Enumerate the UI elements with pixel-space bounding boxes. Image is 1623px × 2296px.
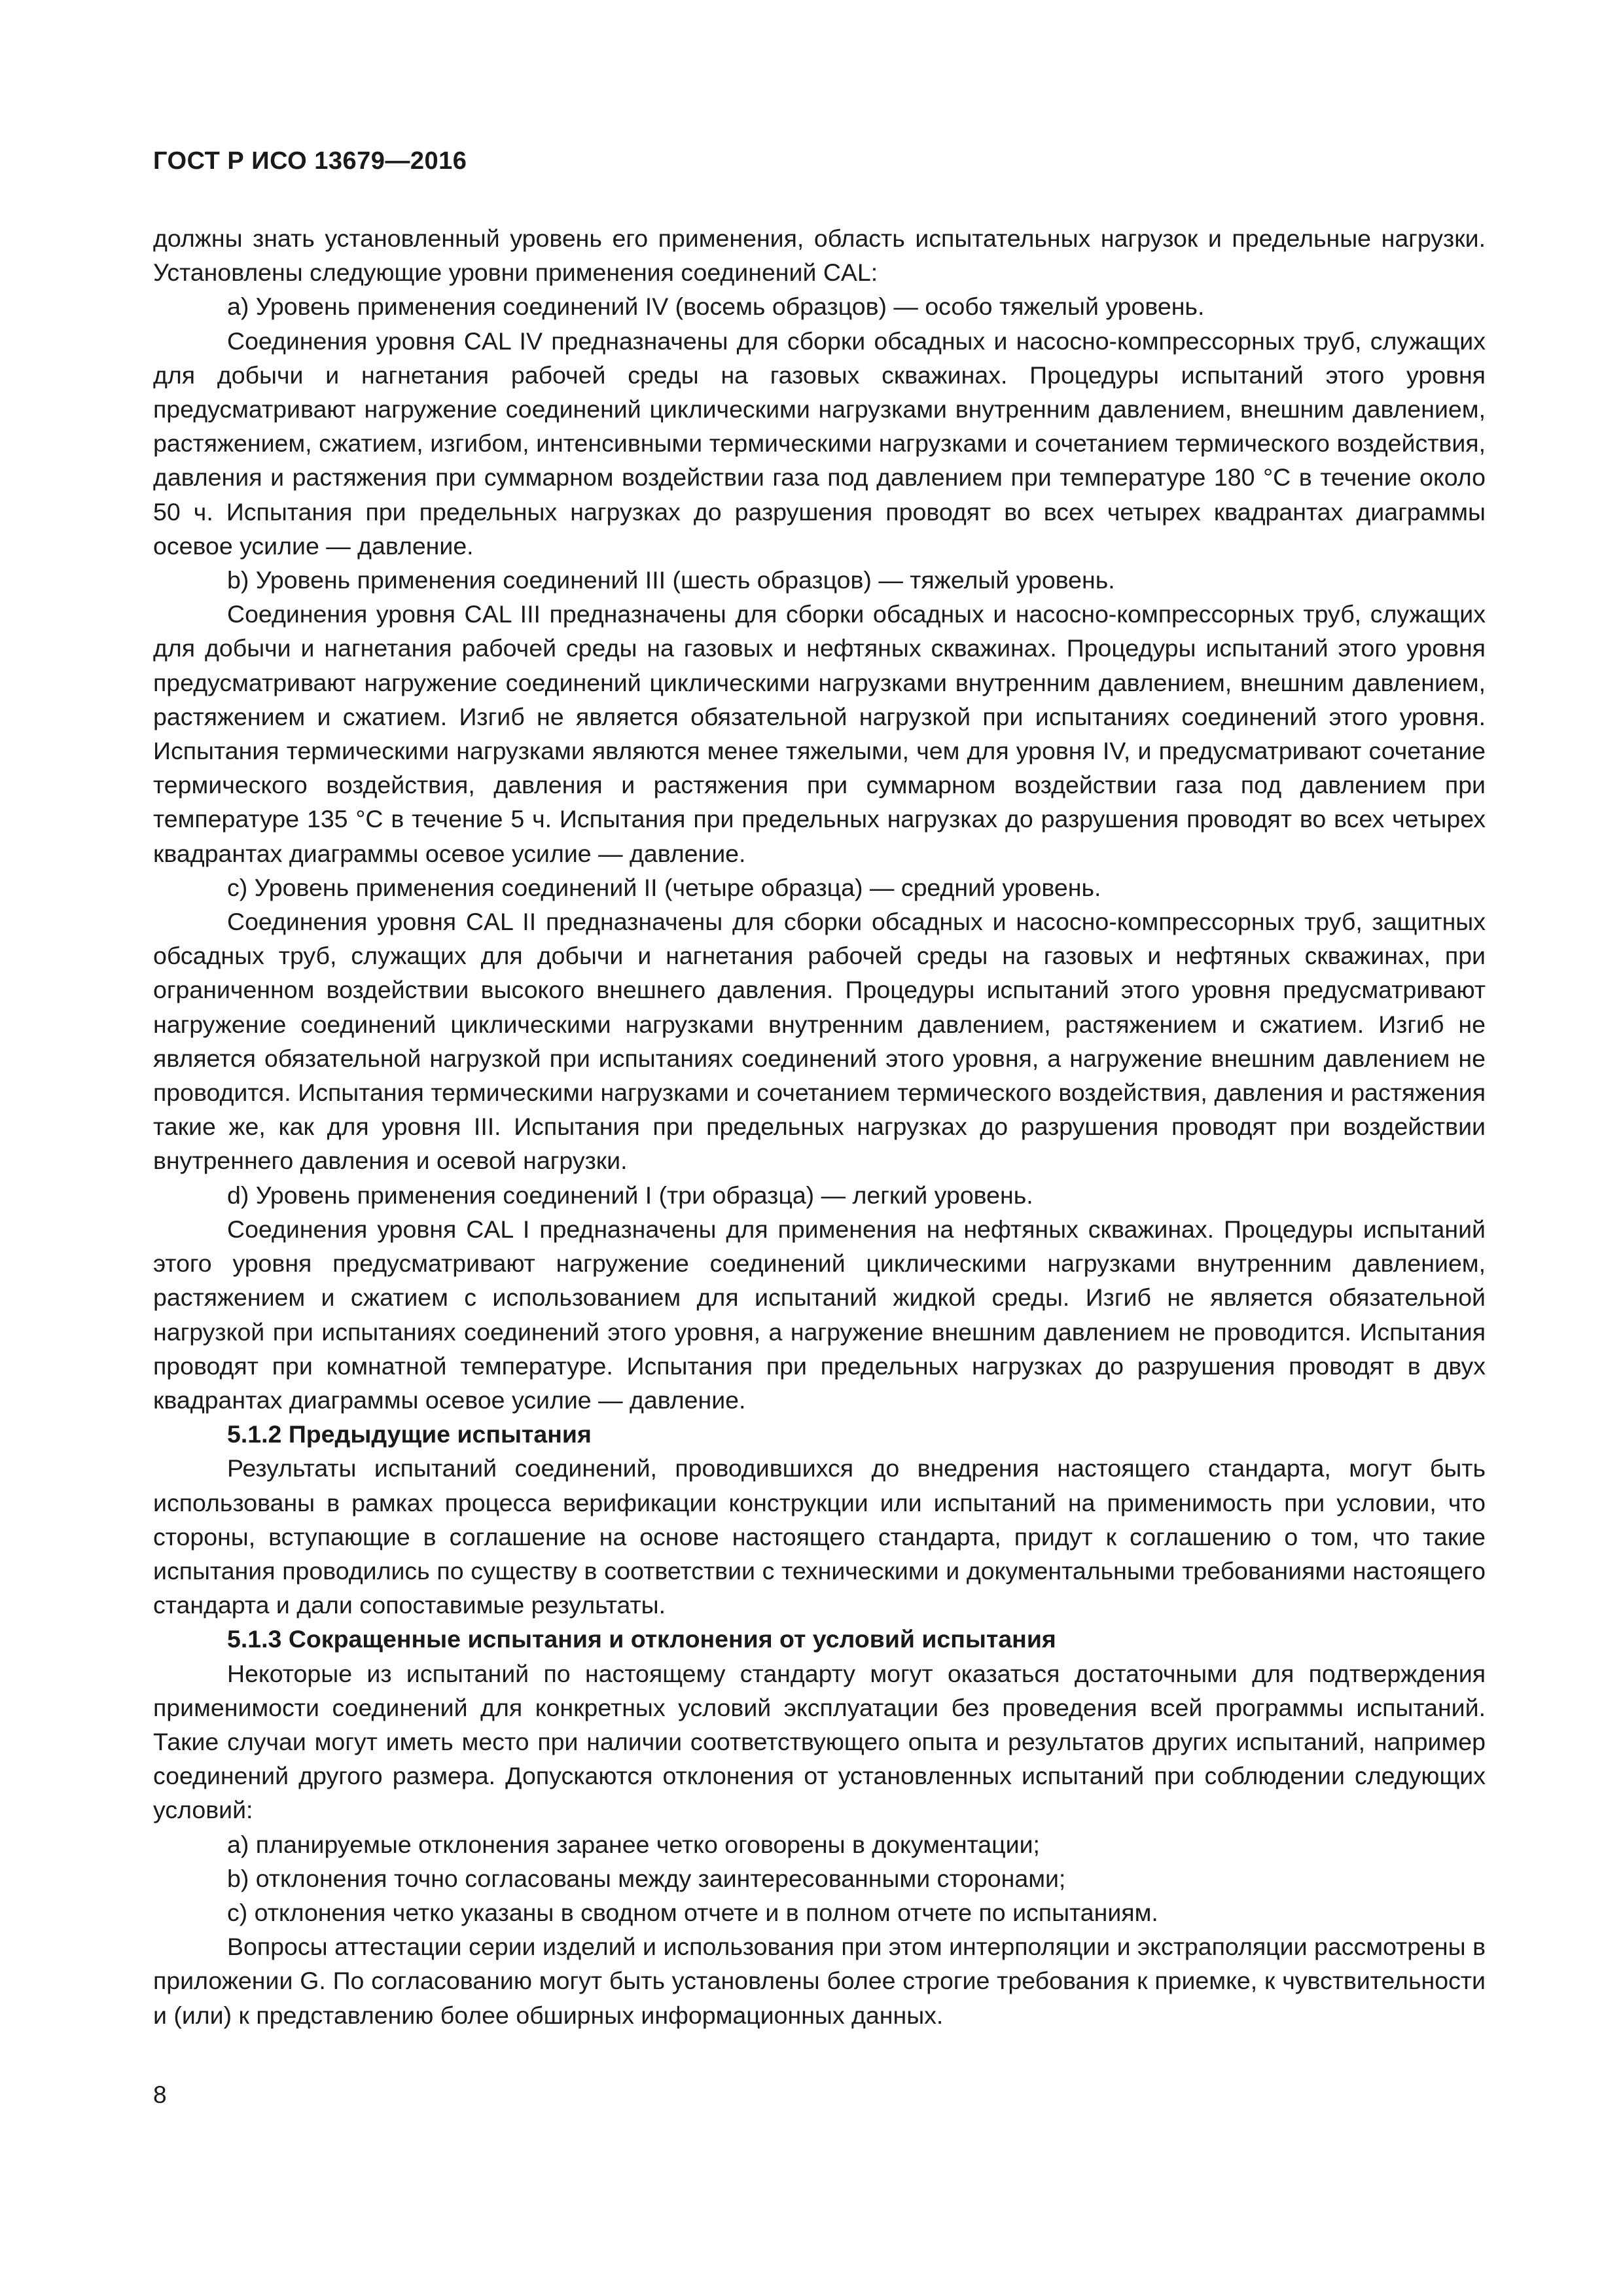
list-item: а) Уровень применения соединений IV (восемь образцов) — особо тяжелый уровень. [227, 293, 1205, 321]
section-heading: 5.1.3 Сокращенные испытания и отклонения от условий испытания [227, 1625, 1056, 1653]
list-item: с) Уровень применения соединений II (четыре образца) — средний уровень. [227, 873, 1101, 901]
paragraph: Соединения уровня CAL I предназначены для применения на нефтяных скважинах. Процедуры испытаний этого уровня предусматривают нагружение соединений циклическими нагрузками внутренним давлением, растяжением и сжатием с использованием для испытаний жидкой среды. Изгиб не является обязательной нагрузкой при испытаниях соединений этого уровня, а нагружение внешним давлением не проводится. Испытания проводят при комнатной температуре. Испытания при предельных нагрузках до разрушения проводят в двух квадрантах диаграммы осевое усилие — давление. [153, 1215, 1486, 1414]
section-heading: 5.1.2 Предыдущие испытания [227, 1420, 592, 1448]
list-item: b) Уровень применения соединений III (шесть образцов) — тяжелый уровень. [227, 566, 1115, 594]
paragraph: Соединения уровня CAL IV предназначены для сборки обсадных и насосно-компрессорных труб, служащих для добычи и нагнетания рабочей среды на газовых скважинах. Процедуры испытаний этого уровня предусматривают нагружение соединений циклическими нагрузками внутренним давлением, внешним давлением, растяжением, сжатием, изгибом, интенсивными термическими нагрузками и сочетанием термического воздействия, давления и растяжения при суммарном воздействии газа под давлением при температуре 180 °С в течение около 50 ч. Испытания при предельных нагрузках до разрушения проводят во всех четырех квадрантах диаграммы осевое усилие — давление. [153, 327, 1486, 560]
list-item: с) отклонения четко указаны в сводном отчете и в полном отчете по испытаниям. [227, 1898, 1158, 1926]
document-body [153, 221, 1486, 2032]
list-item: b) отклонения точно согласованы между заинтересованными сторонами; [227, 1864, 1066, 1892]
paragraph: Соединения уровня CAL III предназначены для сборки обсадных и насосно-компрессорных труб, служащих для добычи и нагнетания рабочей среды на газовых и нефтяных скважинах. Процедуры испытаний этого уровня предусматривают нагружение соединений циклическими нагрузками внутренним давлением, внешним давлением, растяжением и сжатием. Изгиб не является обязательной нагрузкой при испытаниях соединений этого уровня. Испытания термическими нагрузками являются менее тяжелыми, чем для уровня IV, и предусматривают сочетание термического воздействия, давления и растяжения при суммарном воздействии газа под давлением при температуре 135 °С в течение 5 ч. Испытания при предельных нагрузках до разрушения проводят во всех четырех квадрантах диаграммы осевое усилие — давление. [153, 600, 1486, 867]
paragraph: Некоторые из испытаний по настоящему стандарту могут оказаться достаточными для подтверждения применимости соединений для конкретных условий эксплуатации без проведения всей программы испытаний. Такие случаи могут иметь место при наличии соответствующего опыта и результатов других испытаний, например соединений другого размера. Допускаются отклонения от установленных испытаний при соблюдении следующих условий: [153, 1659, 1486, 1824]
list-item: а) планируемые отклонения заранее четко оговорены в документации; [227, 1830, 1040, 1858]
paragraph: Соединения уровня CAL II предназначены для сборки обсадных и насосно-компрессорных труб, защитных обсадных труб, служащих для добычи и нагнетания рабочей среды на газовых и нефтяных скважинах, при ограниченном воздействии высокого внешнего давления. Процедуры испытаний этого уровня предусматривают нагружение соединений циклическими нагрузками внутренним давлением, растяжением и сжатием. Изгиб не является обязательной нагрузкой при испытаниях соединений этого уровня, а нагружение внешним давлением не проводится. Испытания термическими нагрузками и сочетанием термического воздействия, давления и растяжения такие же, как для уровня III. Испытания при предельных нагрузках до разрушения проводят при воздействии внутреннего давления и осевой нагрузки. [153, 908, 1486, 1175]
list-item: d) Уровень применения соединений I (три образца) — легкий уровень. [227, 1181, 1033, 1209]
paragraph: Вопросы аттестации серии изделий и использования при этом интерполяции и экстраполяции рассмотрены в приложении G. По согласованию могут быть установлены более строгие требования к приемке, к чувствительности и (или) к представлению более обширных информационных данных. [153, 1933, 1486, 2029]
paragraph: Результаты испытаний соединений, проводившихся до внедрения настоящего стандарта, могут быть использованы в рамках процесса верификации конструкции или испытаний на применимость при условии, что стороны, вступающие в соглашение на основе настоящего стандарта, придут к соглашению о том, что такие испытания проводились по существу в соответствии с техническими и документальными требованиями настоящего стандарта и дали сопоставимые результаты. [153, 1454, 1486, 1619]
page-number: 8 [153, 2081, 167, 2108]
document-header: ГОСТ Р ИСО 13679—2016 [153, 147, 467, 175]
paragraph: должны знать установленный уровень его применения, область испытательных нагрузок и предельные нагрузки. Установлены следующие уровни применения соединений CAL: [153, 224, 1486, 287]
